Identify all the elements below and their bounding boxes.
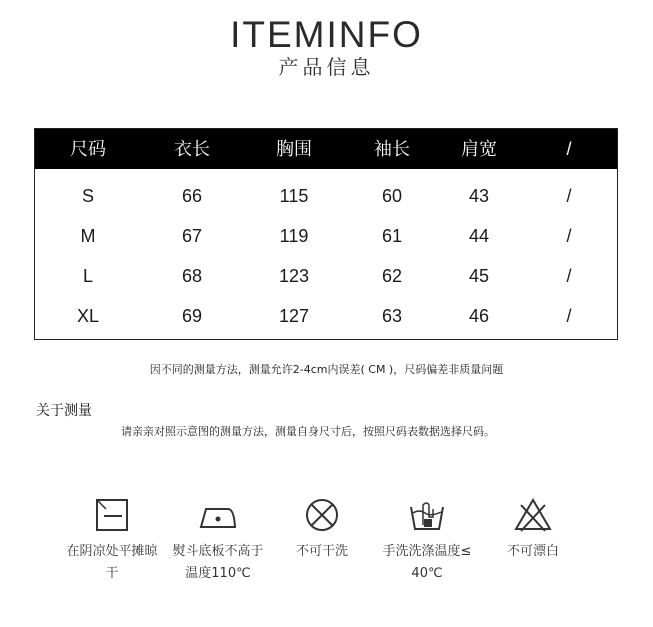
cell-extra: / [566, 186, 572, 206]
cell-chest: 123 [278, 266, 310, 286]
table-header-row [35, 129, 617, 169]
about-measurement-title: 关于测量 [36, 403, 92, 419]
cell-extra: / [566, 226, 572, 246]
hand-wash-icon [407, 495, 447, 535]
no-bleach-icon [513, 495, 553, 535]
header-length: 衣长 [174, 139, 210, 159]
care-dry-flat [58, 495, 166, 585]
cell-chest: 127 [278, 306, 310, 326]
dry-flat-shade-icon [92, 495, 132, 535]
cell-sleeve: 60 [381, 186, 403, 206]
care-label: 在阴凉处平摊晾 [66, 544, 158, 559]
cell-size: S [81, 186, 94, 206]
cell-shoulder: 46 [468, 306, 490, 326]
care-no-dry-clean [274, 495, 370, 563]
cell-shoulder: 45 [468, 266, 490, 286]
cell-shoulder: 43 [468, 186, 490, 206]
table-row [35, 256, 617, 296]
cell-size: L [82, 266, 93, 286]
cell-extra: / [566, 306, 572, 326]
header-chest: 胸围 [276, 139, 312, 159]
cell-shoulder: 44 [468, 226, 490, 246]
header-extra: / [566, 139, 572, 159]
about-measurement-text: 请亲亲对照示意图的测量方法，测量自身尺寸后，按照尺码表数据选择尺码。 [121, 425, 495, 438]
cell-size: XL [76, 306, 100, 326]
care-label: 温度110℃ [185, 566, 251, 581]
measurement-note: 因不同的测量方法，测量允许2-4cm内误差( CM )，尺码偏差非质量问题 [149, 363, 504, 376]
cell-length: 69 [181, 306, 203, 326]
care-label: 手洗洗涤温度≤ [382, 544, 472, 559]
header-sleeve: 袖长 [374, 139, 410, 159]
size-table [34, 128, 618, 340]
cell-chest: 115 [279, 186, 309, 206]
table-row [35, 296, 617, 336]
care-label: 熨斗底板不高于 [172, 544, 264, 559]
cell-size: M [80, 226, 96, 246]
care-iron [164, 495, 272, 585]
cell-length: 68 [181, 266, 203, 286]
care-label: 不可干洗 [295, 544, 348, 559]
care-label: 不可漂白 [506, 544, 559, 559]
page-title: ITEMINFO [230, 14, 423, 55]
care-no-bleach [488, 495, 578, 563]
cell-sleeve: 62 [381, 266, 403, 286]
table-row [35, 176, 617, 216]
care-label: 40℃ [411, 566, 443, 581]
page-subtitle: 产品信息 [278, 55, 375, 79]
cell-length: 67 [181, 226, 203, 246]
care-hand-wash [370, 495, 484, 585]
header-size: 尺码 [70, 139, 106, 159]
cell-sleeve: 63 [381, 306, 403, 326]
cell-chest: 119 [279, 226, 309, 246]
header-shoulder: 肩宽 [461, 139, 497, 159]
cell-sleeve: 61 [381, 226, 403, 246]
cell-extra: / [566, 266, 572, 286]
cell-length: 66 [181, 186, 203, 206]
no-dry-clean-icon [302, 495, 342, 535]
care-label: 干 [105, 566, 119, 581]
table-row [35, 216, 617, 256]
iron-low-temp-icon [198, 495, 238, 535]
